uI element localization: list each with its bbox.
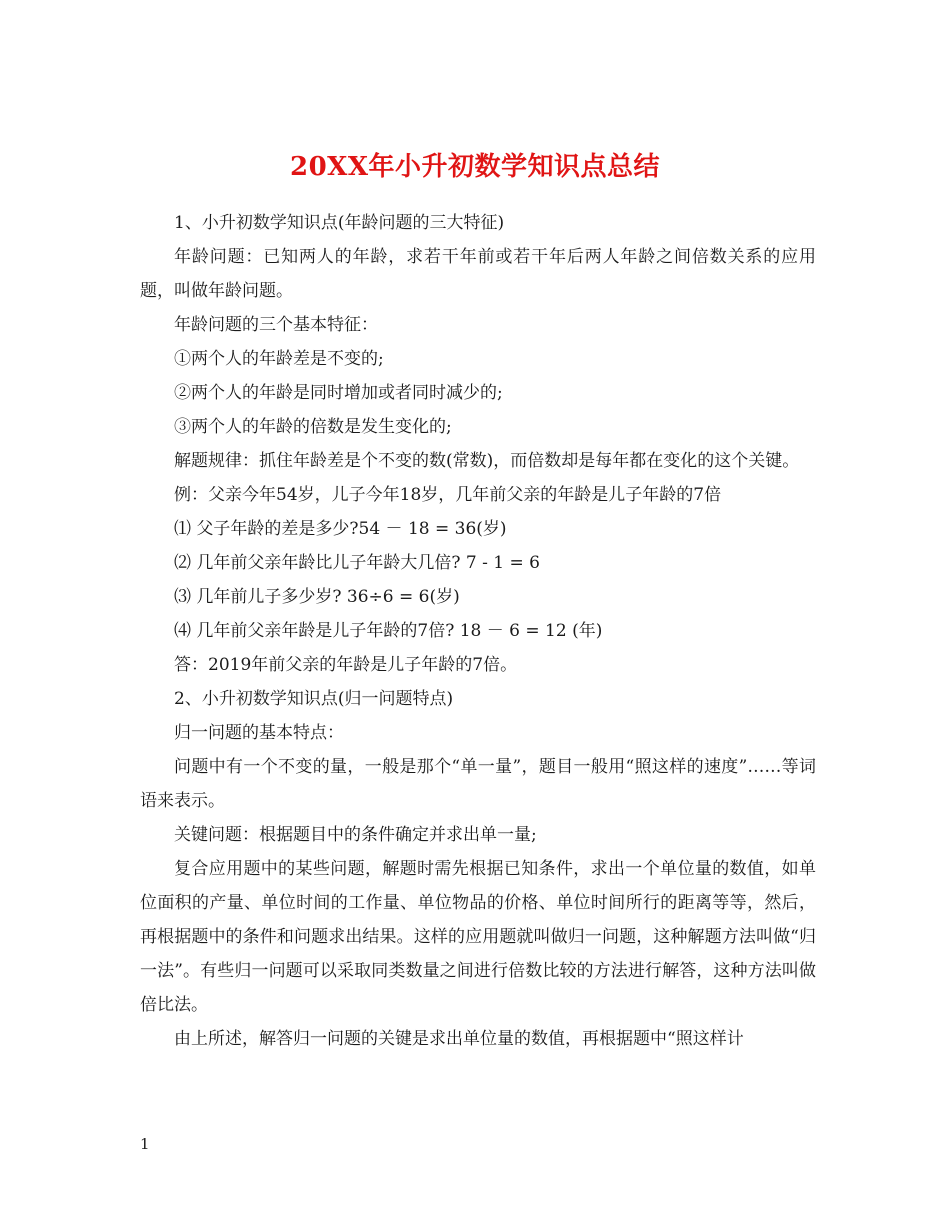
section-heading-2: 2、小升初数学知识点(归一问题特点) — [174, 689, 454, 709]
paragraph-solving-rule: 解题规律：抓住年龄差是个不变的数(常数)，而倍数却是每年都在变化的这个关键。 — [174, 451, 800, 471]
paragraph-feature-3: ③两个人的年龄的倍数是发生变化的; — [174, 417, 452, 437]
paragraph-step-3: ⑶ 几年前儿子多少岁? 36÷6 = 6(岁) — [174, 587, 460, 607]
paragraph-step-1: ⑴ 父子年龄的差是多少?54 － 18 = 36(岁) — [174, 519, 507, 539]
paragraph-example: 例：父亲今年54岁，儿子今年18岁，几年前父亲的年龄是儿子年龄的7倍 — [174, 485, 722, 505]
paragraph-key-question: 关键问题：根据题目中的条件确定并求出单一量; — [174, 825, 537, 845]
paragraph-feature-1: ①两个人的年龄差是不变的; — [174, 349, 384, 369]
paragraph-age-definition: 年龄问题：已知两人的年龄，求若干年前或若干年后两人年龄之间倍数关系的应用题，叫做年龄问题。 — [140, 247, 816, 301]
paragraph-step-2: ⑵ 几年前父亲年龄比儿子年龄大几倍? 7 - 1 = 6 — [174, 553, 540, 573]
paragraph-unit-feature: 问题中有一个不变的量，一般是那个“单一量”，题目一般用“照这样的速度”……等词语来表示。 — [140, 757, 816, 811]
document-body — [140, 206, 816, 1056]
section-heading-1: 1、小升初数学知识点(年龄问题的三大特征) — [174, 213, 505, 233]
page-number: 1 — [140, 1135, 150, 1153]
paragraph-age-features-heading: 年龄问题的三个基本特征： — [174, 315, 378, 335]
paragraph-summary: 由上所述，解答归一问题的关键是求出单位量的数值，再根据题中“照这样计 — [174, 1029, 744, 1049]
paragraph-compound-problem: 复合应用题中的某些问题，解题时需先根据已知条件，求出一个单位量的数值，如单位面积的产量、单位时间的工作量、单位物品的价格、单位时间所行的距离等等，然后，再根据题中的条件和问题求出结果。这样的应用题就叫做归一问题，这种解题方法叫做“归一法”。有些归一问题可以采取同类数量之间进行倍数比较的方法进行解答，这种方法叫做倍比法。 — [140, 859, 816, 1015]
paragraph-answer: 答：2019年前父亲的年龄是儿子年龄的7倍。 — [174, 655, 518, 675]
paragraph-unit-features-heading: 归一问题的基本特点： — [174, 723, 344, 743]
document-title: 20XX年小升初数学知识点总结 — [289, 152, 661, 183]
paragraph-feature-2: ②两个人的年龄是同时增加或者同时减少的; — [174, 383, 503, 403]
paragraph-step-4: ⑷ 几年前父亲年龄是儿子年龄的7倍? 18 － 6 = 12 (年) — [174, 621, 603, 641]
